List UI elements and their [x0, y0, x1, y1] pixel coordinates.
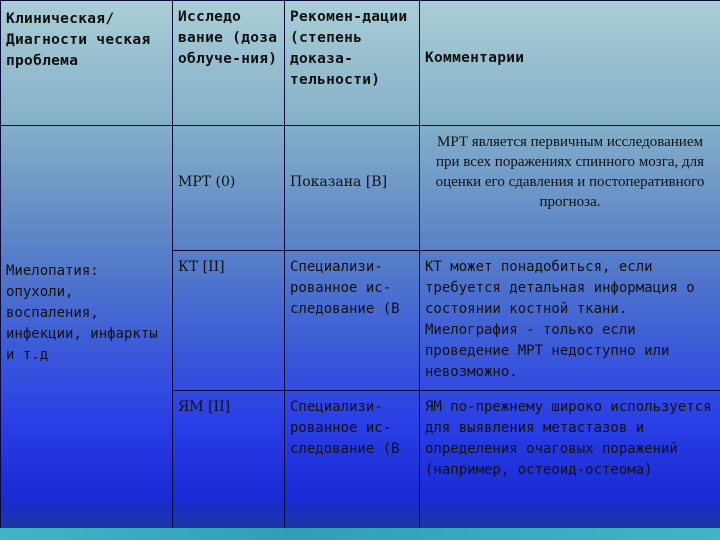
- bottom-strip: [0, 528, 720, 540]
- problem-text: Миелопатия: опухоли, воспаления, инфекции, инфаркты и т.д: [6, 262, 158, 363]
- recommendation-cell: [285, 391, 420, 529]
- header-problem: Клиническая/ Диагности ческая проблема: [6, 11, 151, 69]
- study-cell: [173, 251, 285, 391]
- table-row: [1, 126, 720, 251]
- header-recommendation-cell: [285, 1, 420, 126]
- study-text: КТ [II]: [178, 259, 225, 275]
- problem-cell: [1, 126, 173, 529]
- header-row: [1, 1, 720, 126]
- study-text: ЯМ [II]: [178, 399, 231, 415]
- header-recommendation: Рекомен-дации (степень доказа-тельности): [290, 9, 408, 88]
- study-text: МРТ (0): [178, 174, 236, 190]
- comment-text: МРТ является первичным исследованием при всех поражениях спинного мозга, для оценки его сдавления и постоперативного прогноза.: [435, 134, 705, 210]
- comment-cell: [420, 391, 720, 529]
- header-comment: Комментарии: [425, 50, 525, 66]
- header-study-cell: [173, 1, 285, 126]
- header-comment-cell: [420, 1, 720, 126]
- recommendation-text: Специализи-рованное ис-следование (В: [290, 259, 400, 317]
- comment-text: ЯМ по-прежнему широко используется для выявления метастазов и определения очаговых поражений (например, остеоид-остеома): [425, 399, 712, 478]
- study-cell: [173, 126, 285, 251]
- study-cell: [173, 391, 285, 529]
- recommendation-cell: [285, 251, 420, 391]
- comment-cell: [420, 251, 720, 391]
- comment-cell: [420, 126, 720, 251]
- recommendation-text: Специализи-рованное ис-следование (В: [290, 399, 400, 457]
- header-problem-cell: [1, 1, 173, 126]
- recommendation-text: Показана [В]: [290, 174, 388, 190]
- comment-text: КТ может понадобиться, если требуется детальная информация о состоянии костной ткани. Миелография - только если проведение МРТ недоступно или невозможно.: [425, 259, 695, 380]
- recommendation-cell: [285, 126, 420, 251]
- header-study: Исследо вание (доза облуче-ния): [178, 9, 278, 67]
